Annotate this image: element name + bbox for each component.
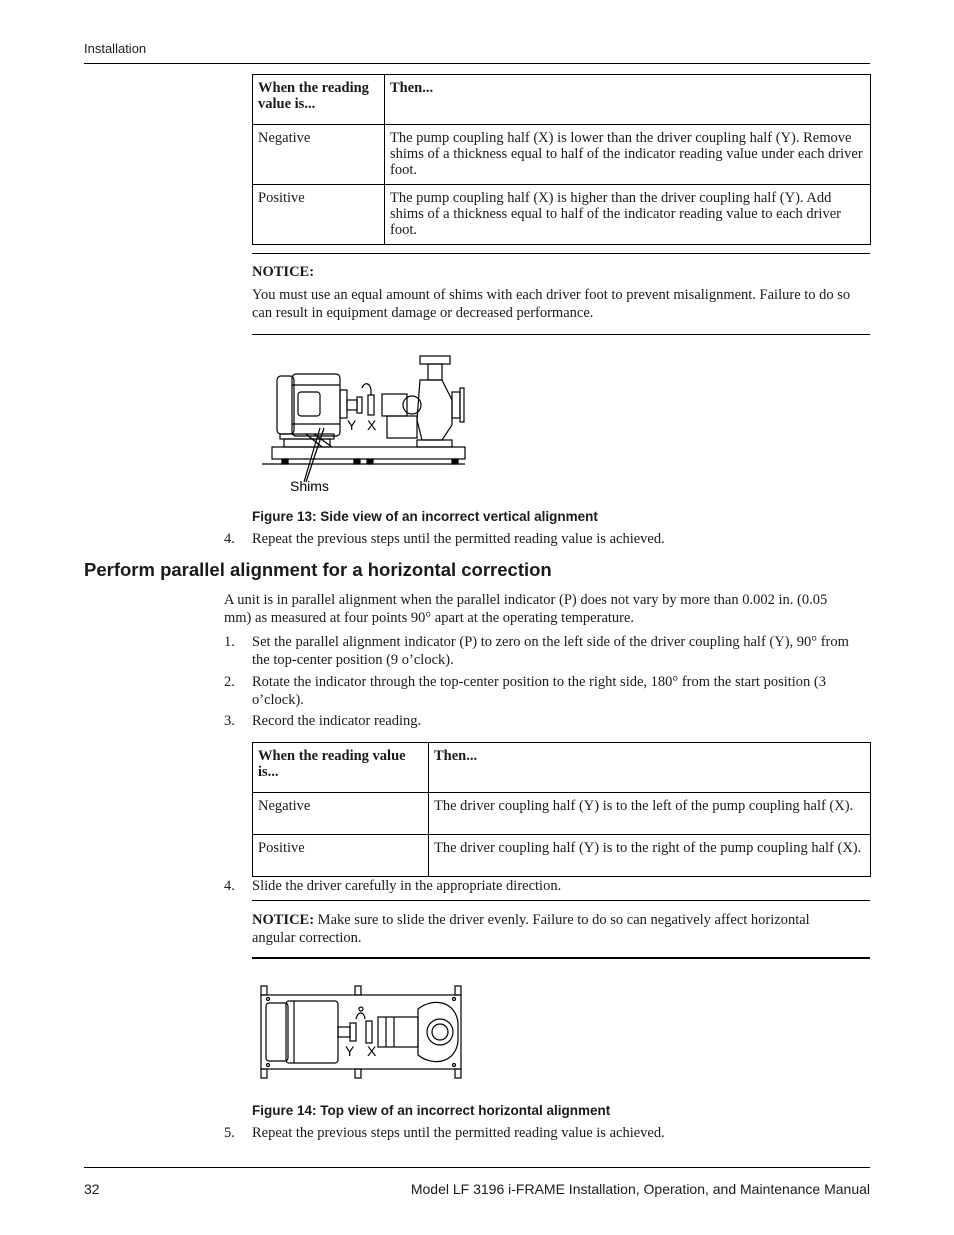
section-heading: Perform parallel alignment for a horizontal correction — [84, 559, 552, 580]
baseplate-shape — [261, 995, 461, 1069]
notice-title: NOTICE: — [252, 912, 315, 928]
notice-bottom-rule — [252, 957, 870, 959]
running-header: Installation — [84, 41, 147, 56]
table-header-cell: When the reading value is... — [253, 743, 429, 793]
table-header-cell: When the reading value is... — [253, 75, 385, 125]
step-number: 4. — [224, 878, 235, 894]
horizontal-reading-table — [252, 742, 871, 877]
table-row — [253, 793, 871, 835]
table-cell-then: The driver coupling half (Y) is to the right of the pump coupling half (X). — [429, 835, 871, 877]
step-number: 2. — [224, 674, 235, 690]
step-text: Repeat the previous steps until the permitted reading value is achieved. — [252, 531, 665, 547]
list-item — [224, 633, 874, 669]
table-cell-reading: Positive — [253, 835, 429, 877]
motor-body — [292, 374, 340, 436]
label-x: X — [367, 417, 377, 433]
table-row — [253, 185, 871, 245]
label-shims: Shims — [290, 478, 329, 494]
table-header-cell: Then... — [385, 75, 871, 125]
list-item — [224, 712, 874, 730]
step-number: 5. — [224, 1125, 235, 1141]
table-cell-then: The pump coupling half (X) is higher than the driver coupling half (Y). Add shims of a thickness equal to half of the indicator reading value to each driver foot. — [385, 185, 871, 245]
page-number: 32 — [84, 1181, 100, 1197]
baseplate-shape — [272, 447, 465, 459]
figure-13-side-view — [262, 350, 472, 500]
step-number: 1. — [224, 634, 235, 650]
list-item — [224, 673, 874, 709]
notice-text: You must use an equal amount of shims with each driver foot to prevent misalignment. Failure to do so can result in equipment damage or decreased performance. — [252, 287, 851, 321]
figure-13-caption: Figure 13: Side view of an incorrect vertical alignment — [252, 509, 598, 524]
header-rule — [84, 63, 870, 64]
step-text: Set the parallel alignment indicator (P) to zero on the left side of the driver coupling half (Y), 90° from the top-center position (9 o’clock). — [252, 634, 849, 668]
step-number: 3. — [224, 713, 235, 729]
step-text: Slide the driver carefully in the appropriate direction. — [252, 878, 562, 894]
step-text: Rotate the indicator through the top-center position to the right side, 180° from the start position (3 o’clock). — [252, 674, 827, 708]
notice-top-rule — [252, 900, 870, 901]
table-row — [253, 835, 871, 877]
notice-text: Make sure to slide the driver evenly. Failure to do so can negatively affect horizontal angular correction. — [252, 912, 810, 946]
vertical-reading-table — [252, 74, 871, 245]
table-cell-then: The pump coupling half (X) is lower than the driver coupling half (Y). Remove shims of a thickness equal to half of the indicator reading value under each driver foot. — [385, 125, 871, 185]
notice-block — [252, 911, 852, 947]
table-cell-reading: Negative — [253, 125, 385, 185]
step-number: 4. — [224, 531, 235, 547]
table-header-cell: Then... — [429, 743, 871, 793]
table-cell-reading: Positive — [253, 185, 385, 245]
table-row — [253, 125, 871, 185]
table-cell-reading: Negative — [253, 793, 429, 835]
footer-title: Model LF 3196 i-FRAME Installation, Operation, and Maintenance Manual — [410, 1181, 870, 1197]
table-header-row — [253, 743, 871, 793]
notice-top-rule — [252, 253, 870, 254]
label-y: Y — [345, 1043, 355, 1059]
step-text: Record the indicator reading. — [252, 713, 422, 729]
step-text: Repeat the previous steps until the permitted reading value is achieved. — [252, 1125, 665, 1141]
footer-rule — [84, 1167, 870, 1168]
notice-title: NOTICE: — [252, 264, 315, 280]
notice-bottom-rule — [252, 334, 870, 335]
table-header-row — [253, 75, 871, 125]
section-intro: A unit is in parallel alignment when the parallel indicator (P) does not vary by more than 0.002 in. (0.05 mm) as measured at four points 90° apart at the operating temperature. — [224, 592, 828, 626]
table-cell-then: The driver coupling half (Y) is to the left of the pump coupling half (X). — [429, 793, 871, 835]
label-x: X — [367, 1043, 377, 1059]
figure-14-top-view — [258, 983, 468, 1081]
label-y: Y — [347, 417, 357, 433]
figure-14-caption: Figure 14: Top view of an incorrect horizontal alignment — [252, 1103, 611, 1118]
